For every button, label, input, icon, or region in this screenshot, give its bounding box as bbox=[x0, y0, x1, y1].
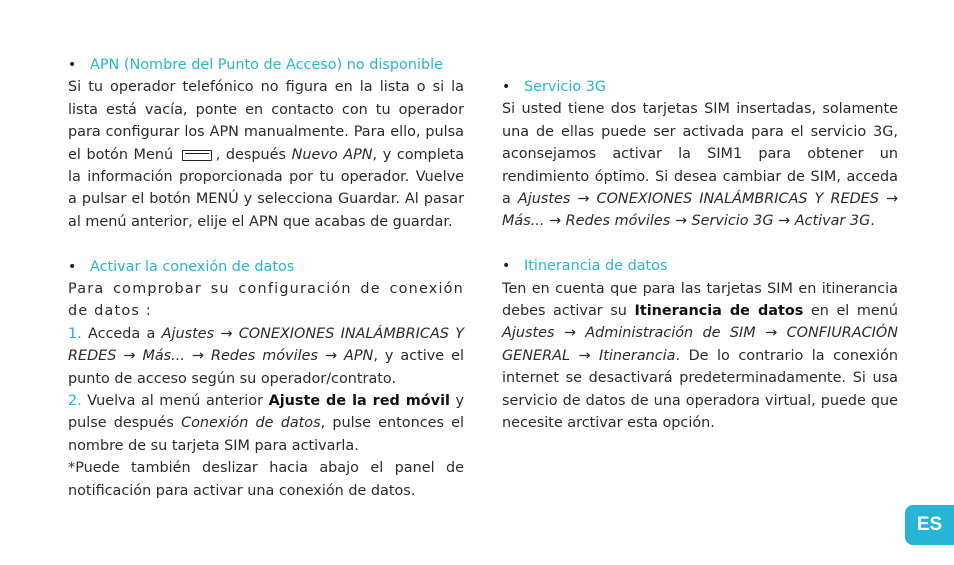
apn-heading bbox=[68, 54, 464, 76]
datos-step-2 bbox=[68, 390, 464, 457]
apn-new-apn: Nuevo APN bbox=[291, 146, 373, 163]
step-2-text-c: , pulse entonces el nombre de su tarjeta SIM para activarla. bbox=[68, 415, 464, 454]
step-2-number: 2. bbox=[68, 393, 82, 410]
bullet: • bbox=[68, 258, 77, 275]
datos-intro: Para comprobar su configuración de conexión de datos : bbox=[68, 281, 464, 320]
3g-text-1: Si usted tiene dos tarjetas SIM insertadas, solamente una de ellas puede ser activada para el servicio 3G, aconsejamos activar la SIM1 para obtener un rendimiento óptimo. Si desea cambiar de SIM, acceda a bbox=[502, 101, 898, 208]
roaming-path: Ajustes → Administración de SIM → CONFIURACIÓN GENERAL → Itinerancia bbox=[502, 325, 898, 364]
3g-heading bbox=[502, 76, 898, 98]
bullet: • bbox=[502, 79, 511, 95]
datos-note: *Puede también deslizar hacia abajo el panel de notificación para activar una conexión de datos. bbox=[68, 460, 464, 499]
datos-step-1 bbox=[68, 323, 464, 390]
bullet: • bbox=[68, 57, 77, 73]
step-1-text-a: Acceda a bbox=[81, 325, 156, 342]
datos-heading bbox=[68, 256, 464, 278]
3g-path: Ajustes → CONEXIONES INALÁMBRICAS Y REDES → Más... → Redes móviles → Servicio 3G → Activar 3G bbox=[502, 191, 899, 230]
step-2-em: Conexión de datos bbox=[181, 415, 321, 432]
apn-paragraph bbox=[68, 76, 464, 233]
apn-text-1: Si tu operador telefónico no figura en la lista o si la lista está vacía, ponte en contacto con tu operador para configurar los APN manualmente. Para ello, pulsa el botón Menú bbox=[68, 79, 464, 163]
roaming-paragraph bbox=[502, 278, 898, 435]
bullet: • bbox=[502, 258, 511, 275]
language-tab: ES bbox=[905, 505, 954, 545]
3g-heading-text: Servicio 3G bbox=[524, 79, 607, 95]
left-column bbox=[68, 54, 464, 502]
step-1-text-b: , y active el punto de acceso según su operador/contrato. bbox=[68, 348, 464, 387]
apn-text-4: , y completa la información proporcionada por tu operador. Vuelve a pulsar el botón MENÚ y selecciona Guardar. Al pasar al menú anterior, elije el APN que acabas de guardar. bbox=[68, 146, 465, 230]
apn-heading-text: APN (Nombre del Punto de Acceso) no disponible bbox=[90, 57, 443, 73]
roaming-heading-text: Itinerancia de datos bbox=[524, 258, 668, 275]
step-1-number: 1. bbox=[68, 325, 82, 342]
roaming-text-2: en el menú bbox=[803, 303, 898, 320]
right-column bbox=[502, 76, 898, 434]
3g-text-2: . bbox=[870, 213, 875, 230]
roaming-text-1: Ten en cuenta que para las tarjetas SIM en itinerancia debes activar su bbox=[502, 280, 898, 320]
step-2-text-b: y pulse después bbox=[68, 393, 464, 432]
roaming-text-3: . De lo contrario la conexión internet se desactivará predeterminadamente. Si usa servicio de datos de una operadora virtual, puede que necesite arctivar esta opción. bbox=[502, 347, 898, 432]
step-2-text-a: Vuelva al menú anterior bbox=[81, 393, 264, 410]
datos-heading-text: Activar la conexión de datos bbox=[90, 258, 295, 275]
menu-icon bbox=[182, 150, 212, 161]
step-2-strong: Ajuste de la red móvil bbox=[268, 393, 450, 410]
roaming-strong: Itinerancia de datos bbox=[634, 303, 804, 320]
step-1-path: Ajustes → CONEXIONES INALÁMBRICAS Y REDES → Más... → Redes móviles → APN bbox=[68, 325, 464, 365]
3g-paragraph bbox=[502, 98, 898, 232]
apn-text-2: , después bbox=[215, 146, 286, 163]
roaming-heading bbox=[502, 255, 898, 277]
